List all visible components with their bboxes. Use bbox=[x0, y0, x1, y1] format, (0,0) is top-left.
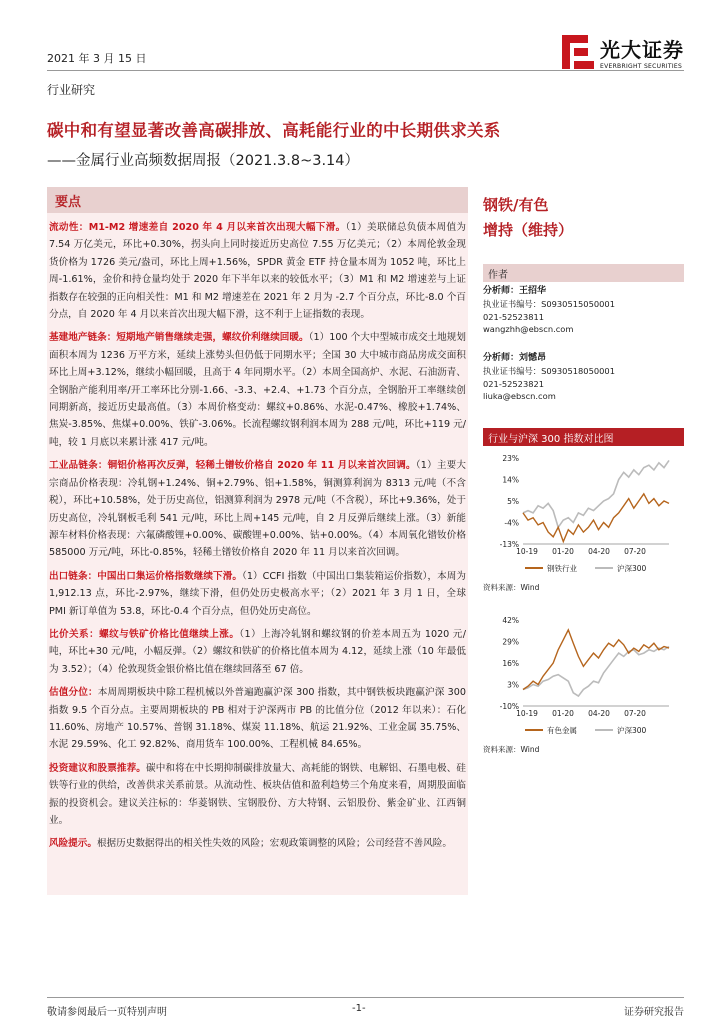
report-title: 碳中和有望显著改善高碳排放、高耗能行业的中长期供求关系 bbox=[47, 121, 501, 140]
summary-heading: 要点 bbox=[47, 187, 468, 213]
chart-nonferrous bbox=[483, 614, 684, 742]
x-tick-label: 01-20 bbox=[552, 547, 574, 556]
x-tick-label: 04-20 bbox=[588, 709, 610, 718]
analyst-phone: 021-52523811 bbox=[483, 311, 545, 322]
sector-name: 钢铁/有色 bbox=[483, 196, 549, 214]
analyst-name: 分析师：刘憾昂 bbox=[483, 353, 547, 363]
legend-label: 沪深300 bbox=[617, 564, 647, 573]
x-tick-label: 10-19 bbox=[516, 547, 538, 556]
summary-paragraph: 基建地产链条：短期地产销售继续走强，螺纹价利继续回暖。（1）100 个大中型城市成交土地规划面积本周为 1236 万平方米，延续上涨势头但仍低于同期水平；全国 30 大中城市商品房成交面积环比上周+3.12%，继续小幅回暖，且高于 4 年同期水平。（2）本周全国高炉、水泥、石油沥青、全钢胎产能利用率/开工率环比分别-1.66、-3.3、+2.4、+1.73 个百分点，全钢胎开工率继续创同期新高，接近历史最高值。（3）本周价格变动：螺纹+0.86%、水泥-0.47%、橡胶+1.74%、焦炭-3.85%、焦煤+0.00%、铁矿-3.06%。长流程螺纹钢利润本周为 288 元/吨，环比+119 元/吨，较 1 月底以来累计涨 417 元/吨。 bbox=[49, 332, 467, 448]
analyst-phone: 021-52523821 bbox=[483, 378, 545, 389]
summary-paragraph: 估值分位：本周周期板块中除工程机械以外普遍跑赢沪深 300 指数，其中钢铁板块跑赢沪深 300 指数 9.5 个百分点。主要周期板块的 PB 相对于沪深两市 PB 的比值分位（2012 年以来）：石化 11.60%、房地产 10.57%、普钢 31.18%、煤炭 11.18%、航运 21.92%、工业金属 35.75%、水泥 29.59%、化工 92.82%、商用货车 100.00%、工程机械 84.65%。 bbox=[49, 687, 467, 751]
legend-label: 沪深300 bbox=[617, 726, 647, 735]
chart-nonferrous-svg bbox=[483, 614, 684, 742]
chart-source: 资料来源：Wind bbox=[483, 745, 540, 754]
analyst-block bbox=[483, 352, 615, 403]
series-line bbox=[523, 460, 669, 527]
footer-page: -1- bbox=[352, 1003, 366, 1014]
legend-label: 钢铁行业 bbox=[547, 564, 577, 573]
logo-mark-icon bbox=[560, 35, 594, 69]
authors-heading: 作者 bbox=[483, 264, 684, 282]
summary-paragraph: 出口链条：中国出口集运价格指数继续下滑。（1）CCFI 指数（中国出口集装箱运价指数），本周为 1,912.13 点，环比-2.97%，继续下滑，但仍处历史极高水平；（2）2021 年 3 月 1 日，全球 PMI 新订单值为 53.8，环比-0.4 个百分点，但仍处历史高位。 bbox=[49, 570, 466, 617]
legend-label: 有色金属 bbox=[547, 726, 577, 735]
report-date: 2021 年 3 月 15 日 bbox=[47, 52, 147, 65]
y-tick-label: 29% bbox=[502, 637, 519, 647]
summary-paragraph: 风险提示。根据历史数据得出的相关性失效的风险；宏观政策调整的风险；公司经营不善风险。 bbox=[49, 838, 452, 850]
analyst-email[interactable]: liuka@ebscn.com bbox=[483, 391, 556, 402]
summary-paragraph: 工业品链条：铜铝价格再次反弹，轻稀土镨钕价格自 2020 年 11 月以来首次回调。（1）主要大宗商品价格表现：冷轧钢+1.24%、铜+2.79%、铝+1.58%，铜测算利润为 8313 元/吨（不含税），环比+10.58%，处于历史高位，铝测算利润为 2978 元/吨（不含税），环比+9.36%，处于历史高位，冷轧钢板毛利 541 元/吨，环比上周+145 元/吨，自 2 月反弹后继续上涨。（3）新能源车材料价格表现：六氟磷酸锂+0.00%、碳酸锂+0.00%、钴+0.00%。（4）本周氧化镨钕价格 585000 万元/吨，环比-0.85%，轻稀土镨钕价格自 2020 年 11 月以来首次回调。 bbox=[49, 460, 466, 559]
analyst-block bbox=[483, 285, 615, 336]
summary-body bbox=[49, 219, 466, 853]
y-tick-label: 3% bbox=[507, 680, 519, 690]
chart-steel-svg bbox=[483, 452, 684, 580]
analyst-cert: 执业证书编号：S0930515050001 bbox=[483, 298, 615, 309]
y-tick-label: 14% bbox=[502, 475, 519, 485]
y-tick-label: 23% bbox=[502, 454, 519, 463]
logo-en: EVERBRIGHT SECURITIES bbox=[600, 63, 683, 70]
x-tick-label: 01-20 bbox=[552, 709, 574, 718]
footer-divider bbox=[47, 997, 684, 998]
report-category: 行业研究 bbox=[47, 83, 96, 97]
report-subtitle: ——金属行业高频数据周报（2021.3.8~3.14） bbox=[47, 153, 360, 169]
analyst-name: 分析师：王招华 bbox=[483, 286, 547, 296]
x-tick-label: 07-20 bbox=[624, 547, 646, 556]
analyst-email[interactable]: wangzhh@ebscn.com bbox=[483, 324, 574, 335]
company-logo bbox=[560, 34, 684, 70]
summary-paragraph: 流动性：M1-M2 增速差自 2020 年 4 月以来首次出现大幅下滑。（1）美联储总负债本周值为 7.54 万亿美元，环比+0.30%，拐头向上同时接近历史高位 7.55 万亿美元；（2）本周伦敦金现货价格为 1726 美元/盎司，环比上周+1.56%，SPDR 黄金 ETF 持仓量本周为 1052 吨，环比上周-1.61%，金价和持仓量均处于 2020 年下半年以来的较低水平；（3）M1 和 M2 增速差与上证指数存在较强的正向相关性：M1 和 M2 增速差在 2021 年 2 月为 -2.7 个百分点，环比-8.0 个百分点，自 2020 年 4 月以来首次出现大幅下滑，这不利于上证指数的表现。 bbox=[49, 222, 466, 321]
y-tick-label: 42% bbox=[502, 616, 519, 625]
chart-source: 资料来源：Wind bbox=[483, 583, 540, 592]
rating: 增持（维持） bbox=[483, 221, 574, 239]
chart-heading: 行业与沪深 300 指数对比图 bbox=[483, 428, 684, 446]
series-line bbox=[523, 494, 669, 542]
x-tick-label: 04-20 bbox=[588, 547, 610, 556]
logo-cn: 光大证券 bbox=[600, 38, 684, 62]
y-tick-label: -10% bbox=[499, 702, 519, 711]
y-tick-label: 5% bbox=[507, 497, 519, 506]
summary-paragraph: 投资建议和股票推荐。碳中和将在中长期抑制碳排放量大、高耗能的钢铁、电解铝、石墨电极、硅铁等行业的供给，改善供求关系前景。从流动性、板块估值和盈利趋势三个角度来看，周期股面临振的投资机会。建议关注标的：华菱钢铁、宝钢股份、方大特钢、云铝股份、紫金矿业、江西铜业。 bbox=[49, 762, 467, 826]
header-divider bbox=[47, 70, 684, 71]
y-tick-label: -13% bbox=[499, 540, 519, 549]
summary-panel bbox=[47, 187, 468, 895]
series-line bbox=[523, 647, 669, 697]
y-tick-label: -4% bbox=[504, 518, 519, 528]
footer-left: 敬请参阅最后一页特别声明 bbox=[47, 1007, 167, 1018]
chart-steel bbox=[483, 452, 684, 580]
summary-paragraph: 比价关系：螺纹与铁矿价格比值继续上涨。（1）上海冷轧钢和螺纹钢的价差本周五为 1020 元/吨，环比+30 元/吨，小幅反弹。（2）螺纹和铁矿的价格比值本周为 4.12，延续上涨（10 年最低为 3.52）；（4）伦敦现货金银价格比值在继续回落至 67 倍。 bbox=[49, 628, 466, 675]
analyst-cert: 执业证书编号：S0930518050001 bbox=[483, 365, 615, 376]
x-tick-label: 07-20 bbox=[624, 709, 646, 718]
x-tick-label: 10-19 bbox=[516, 709, 538, 718]
footer-right: 证券研究报告 bbox=[624, 1007, 684, 1018]
y-tick-label: 16% bbox=[502, 659, 519, 668]
